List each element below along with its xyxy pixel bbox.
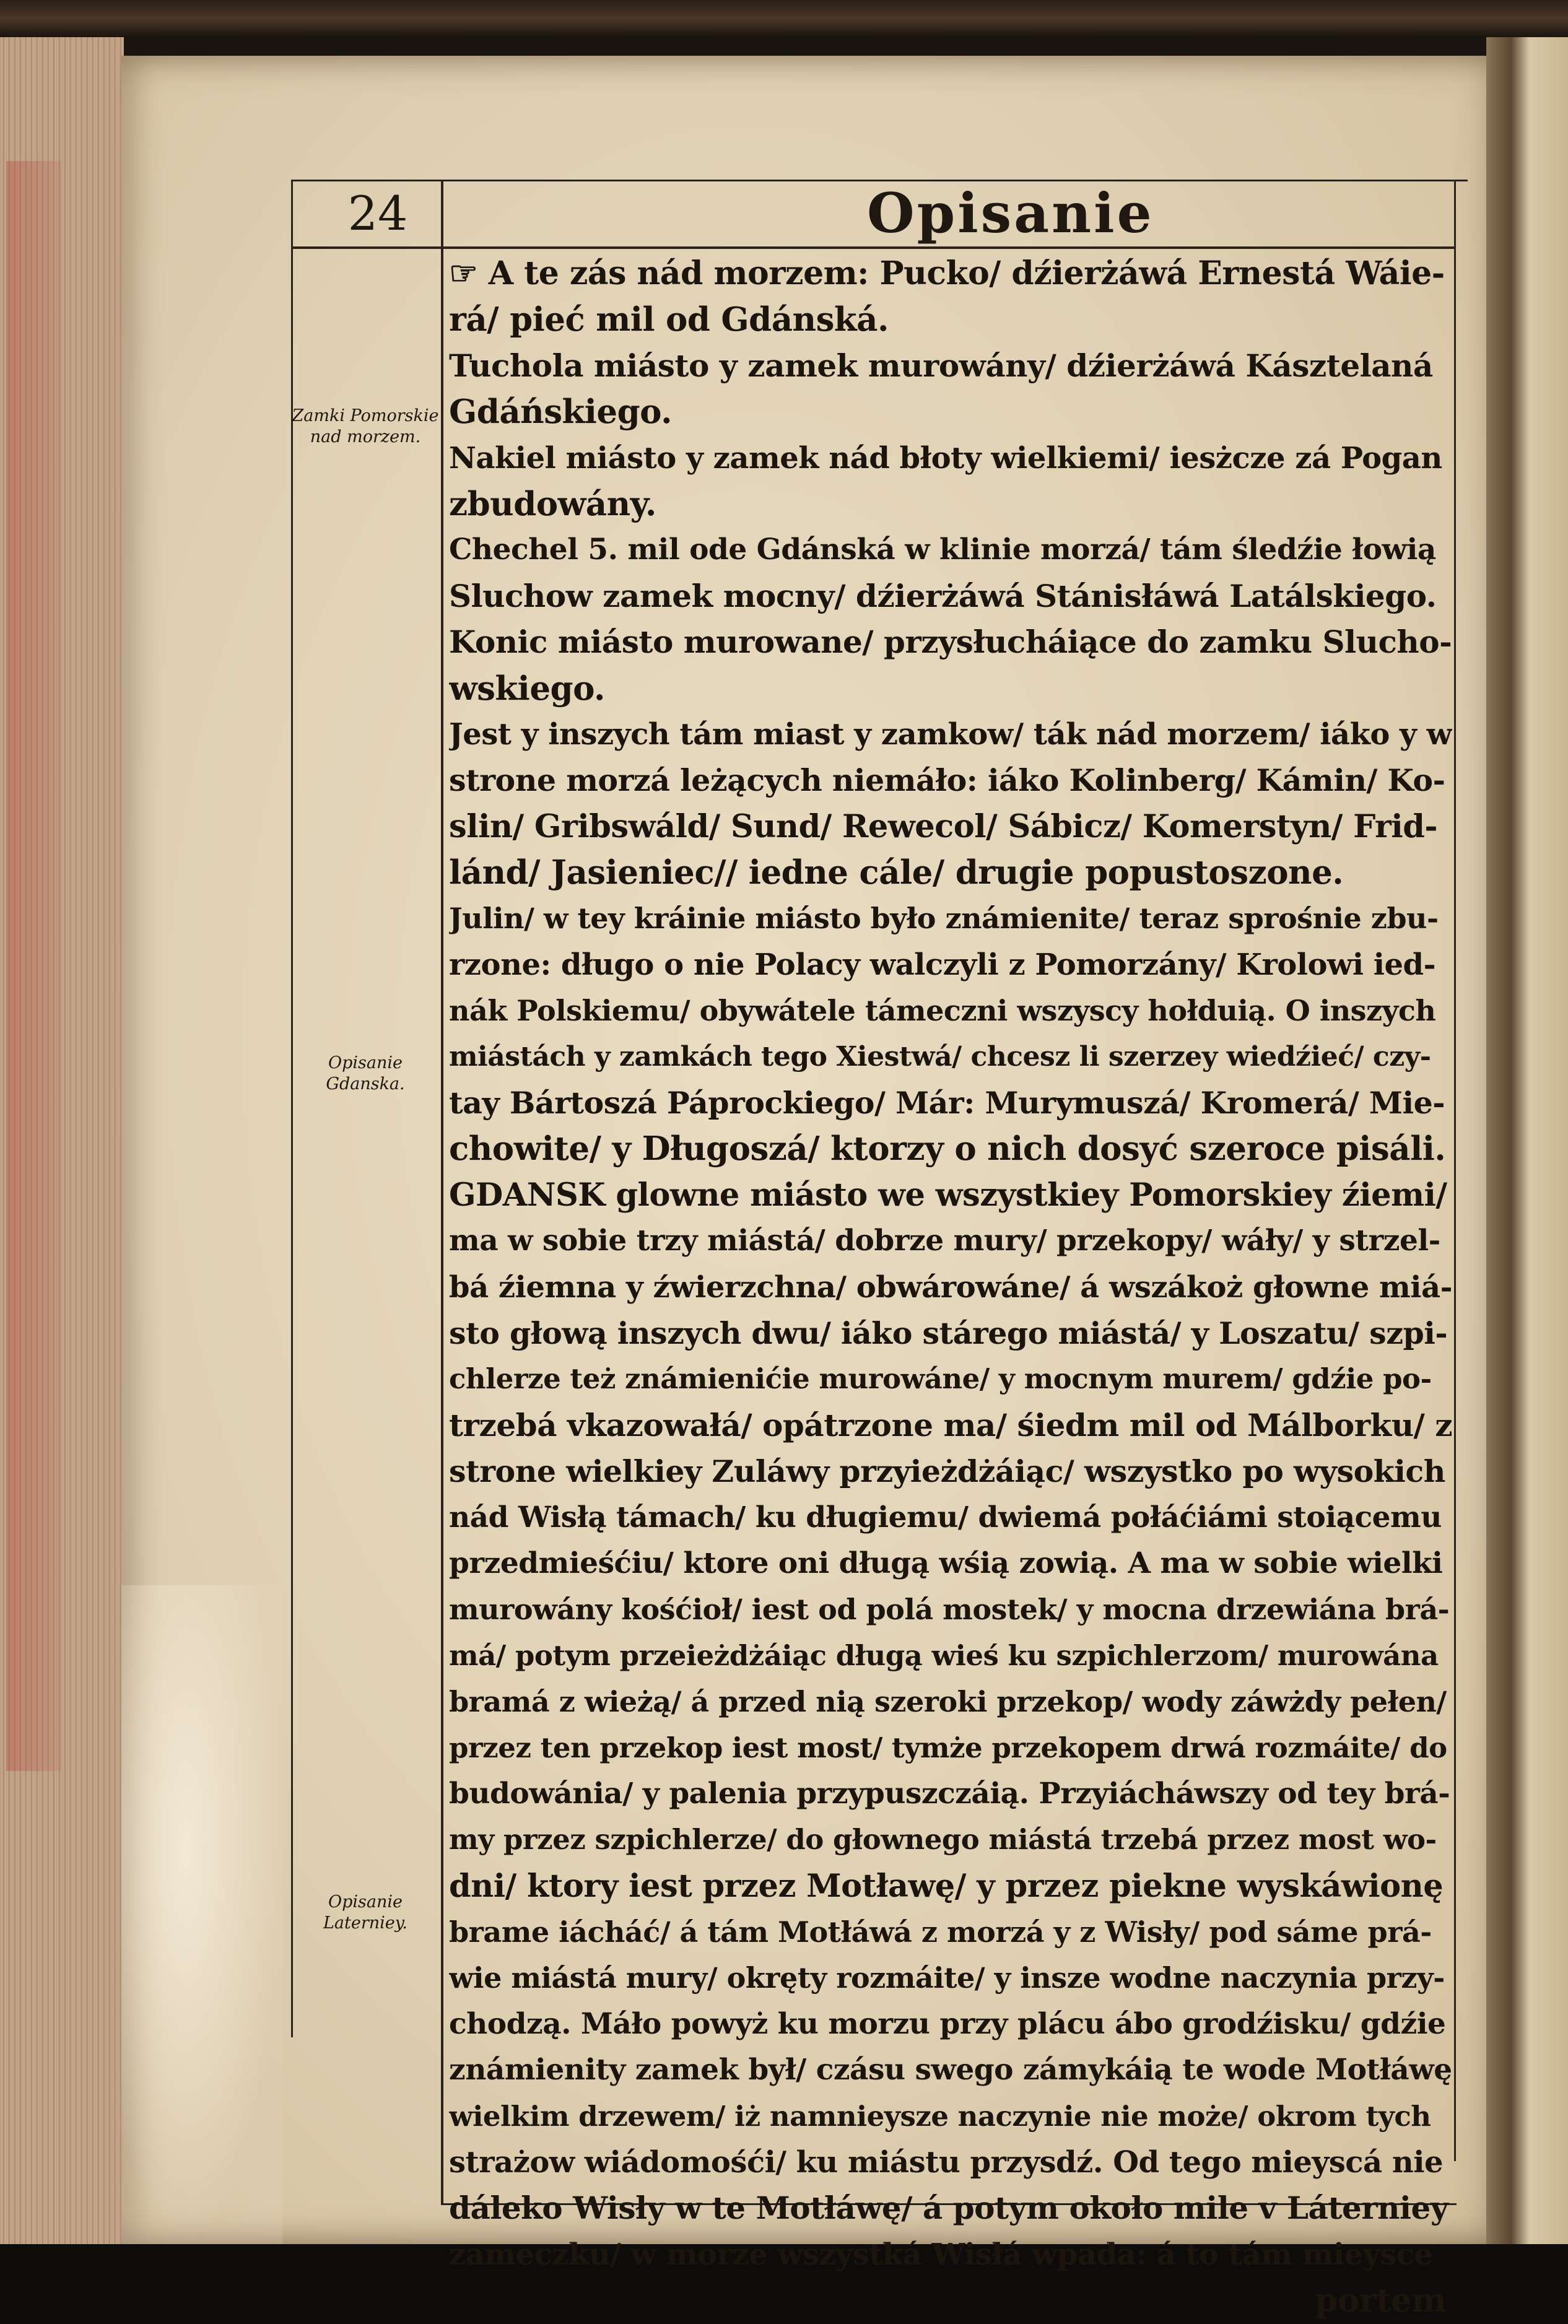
text-line: nád Wisłą támach/ ku długiemu/ dwiemá połáćiámi stoiącemu — [449, 1500, 1442, 1534]
text-line: my przez szpichlerze/ do głownego miástá trzebá przez most wo- — [449, 1823, 1437, 1856]
catchword: portem — [1315, 2281, 1446, 2320]
running-title: Opisanie — [867, 181, 1154, 245]
margin-left-rule — [291, 180, 293, 2037]
text-line: bramá z wieżą/ á przed nią szeroki przekop/ wody záwżdy pełen/ — [449, 1685, 1447, 1719]
text-line: Julin/ w tey kráinie miásto było známienite/ teraz sprośnie zbu- — [449, 902, 1439, 936]
text-line: Chechel 5. mil ode Gdánská w klinie morzá/ tám śledźie łowią — [449, 533, 1436, 567]
text-line: brame iácháć/ á tám Motłáwá z morzá y z Wisły/ pod sáme prá- — [449, 1915, 1432, 1949]
text-line: zbudowány. — [449, 484, 656, 523]
text-line: trzebá vkazowałá/ opátrzone ma/ śiedm mil od Málborku/ z — [449, 1406, 1452, 1443]
text-line: sto głową inszych dwu/ iáko stárego miástá/ y Loszatu/ szpi- — [449, 1315, 1448, 1351]
text-line: Sluchow zamek mocny/ dźierżáwá Stánisłáwá Latálskiego. — [449, 577, 1437, 614]
margin-divider-rule — [441, 180, 443, 2204]
text-line: Jest y inszych tám miast y zamkow/ ták nád morzem/ iáko y w — [449, 716, 1452, 752]
text-line: Konic miásto murowane/ przysłucháiące do zamku Slucho- — [449, 624, 1452, 661]
text-line: slin/ Gribswáld/ Sund/ Rewecol/ Sábicz/ Komerstyn/ Frid- — [449, 807, 1438, 845]
text-line: rá/ pieć mil od Gdánská. — [449, 300, 889, 339]
text-line: strażow wiádomośći/ ku miástu przysdź. Od tego mieyscá nie — [449, 2145, 1443, 2180]
text-line: budowánia/ y palenia przypuszczáią. Przyiácháwszy od tey brá- — [449, 1776, 1450, 1811]
margin-note-gdansk: Opisanie Gdanska. — [326, 1053, 405, 1094]
text-line: Gdáńskiego. — [449, 393, 673, 432]
margin-note-laterniey: Opisanie Laterniey. — [323, 1892, 407, 1933]
text-line: GDANSK glowne miásto we wszystkiey Pomorskiey źiemi/ — [449, 1176, 1447, 1214]
text-line: wie miástá mury/ okręty rozmáite/ y insze wodne naczynia przy- — [449, 1961, 1445, 1995]
body-text — [449, 251, 1452, 2320]
text-line: ma w sobie trzy miástá/ dobrze mury/ przekopy/ wáły/ y strzel- — [449, 1224, 1440, 1258]
text-line: miástách y zamkách tego Xiestwá/ chcesz li szerzey wiedźieć/ czy- — [449, 1040, 1431, 1073]
paper-stain — [121, 1585, 282, 2244]
text-line: chlerze też známienićie murowáne/ y mocnym murem/ gdźie po- — [449, 1362, 1432, 1396]
text-line: strone morzá leżących niemáło: iáko Kolinberg/ Kámin/ Ko- — [449, 762, 1445, 799]
text-line: bá źiemna y źwierzchna/ obwárowáne/ á wszákoż głowne miá- — [449, 1269, 1452, 1305]
page-fore-edge — [0, 37, 124, 2244]
text-line: rzone: długo o nie Polacy walczyli z Pomorzány/ Krolowi ied- — [449, 947, 1436, 982]
text-line: murowány kośćioł/ iest od polá mostek/ y mocna drzewiána brá- — [449, 1593, 1450, 1627]
text-line: przedmieśćiu/ ktore oni długą wśią zowią. A ma w sobie wielki — [449, 1546, 1443, 1580]
right-rule — [1454, 180, 1456, 2161]
text-line: lánd/ Jasieniec// iedne cále/ drugie popustoszone. — [449, 853, 1344, 892]
page-number: 24 — [347, 186, 408, 241]
text-line: Tuchola miásto y zamek murowány/ dźierżáwá Kásztelaná — [449, 347, 1433, 384]
text-line: przez ten przekop iest most/ tymże przekopem drwá rozmáite/ do — [449, 1731, 1447, 1764]
text-line: známienity zamek był/ czásu swego zámykáią te wode Motłáwę — [449, 2053, 1452, 2087]
text-line: tay Bártoszá Páprockiego/ Már: Murymuszá/ Kromerá/ Mie- — [449, 1085, 1445, 1121]
text-line: strone wielkiey Zuláwy przyieżdżáiąc/ wszystko po wysokich — [449, 1453, 1445, 1490]
text-line: má/ potym przeieżdżáiąc długą wieś ku szpichlerzom/ murowána — [449, 1639, 1439, 1672]
book-gutter — [1486, 37, 1568, 2244]
text-line: zameczku/ w morze wszystká Wisłá wpada: á to tám mieysce — [449, 2237, 1433, 2272]
text-line: dáleko Wisły w te Motłáwę/ á potym około mile v Láterniey — [449, 2190, 1448, 2227]
text-line: dni/ ktory iest przez Motławę/ y przez piekne wyskáwionę — [449, 1867, 1444, 1905]
text-line: nák Polskiemu/ obywátele támeczni wszyscy hołduią. O inszych — [449, 994, 1436, 1028]
text-line: Nakiel miásto y zamek nád błoty wielkiemi/ iesżcze zá Pogan — [449, 440, 1442, 476]
text-line: ☞ A te zás nád morzem: Pucko/ dźierżáwá Ernestá Wáie- — [449, 255, 1445, 292]
text-line: chowite/ y Długoszá/ ktorzy o nich dosyć szeroce pisáli. — [449, 1129, 1446, 1169]
text-line: chodzą. Máło powyż ku morzu przy plácu ábo grodźisku/ gdźie — [449, 2006, 1446, 2041]
margin-note-zamki: Zamki Pomorskie nad morzem. — [292, 406, 439, 446]
text-line: wskiego. — [449, 669, 605, 708]
text-line: wielkim drzewem/ iż namnieysze naczynie nie może/ okrom tych — [449, 2099, 1431, 2133]
